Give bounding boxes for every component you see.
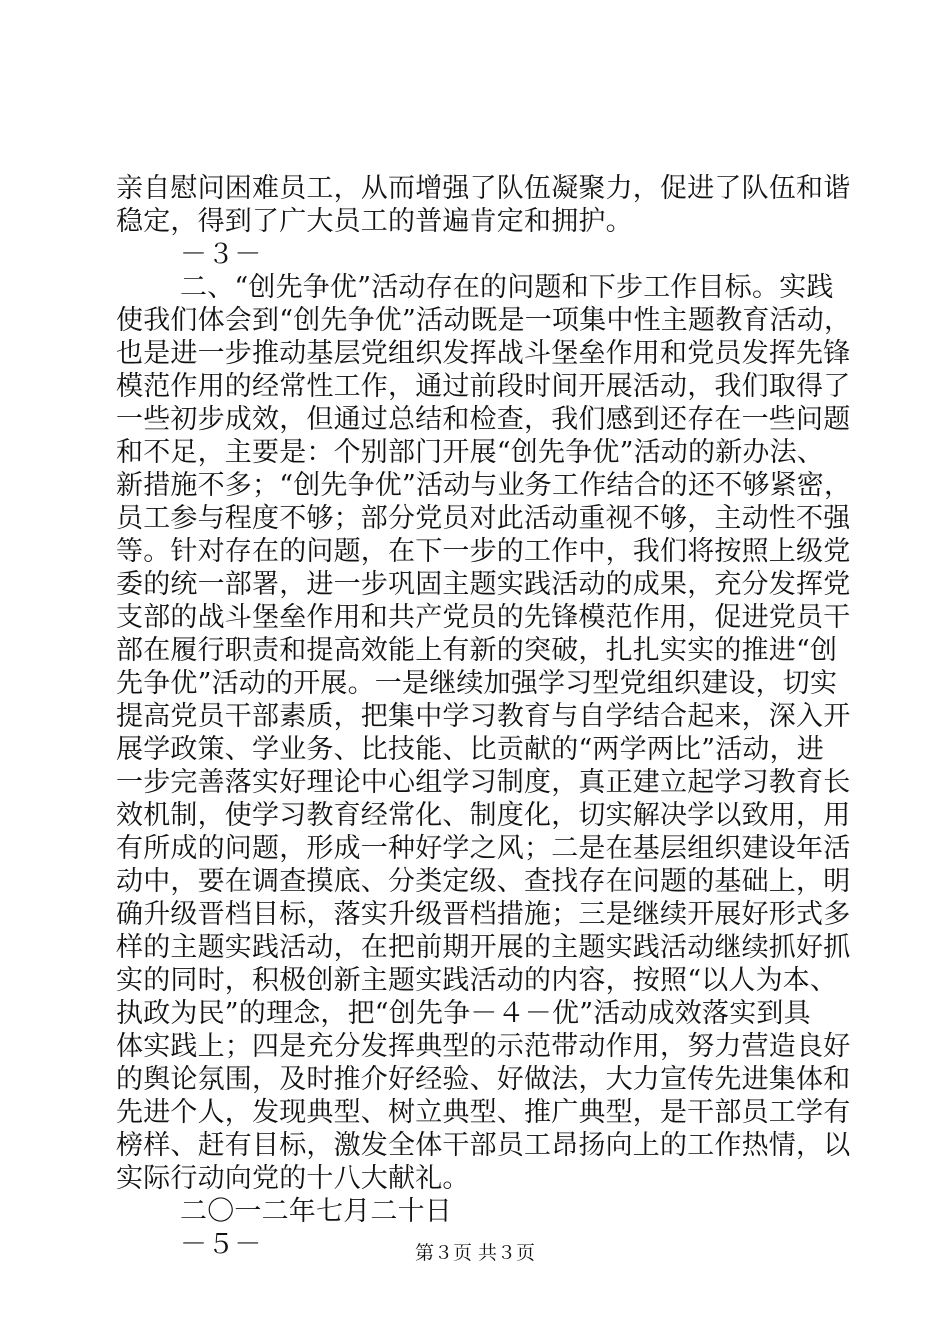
- text-line: 实的同时，积极创新主题实践活动的内容，按照“以人为本、: [116, 965, 838, 996]
- text-line: 和不足，主要是：个别部门开展“创先争优”活动的新办法、: [116, 437, 825, 468]
- text-line: 一步完善落实好理论中心组学习制度，真正建立起学习教育长: [116, 767, 851, 798]
- text-line: 新措施不多；“创先争优”活动与业务工作结合的还不够紧密，: [116, 470, 852, 501]
- text-line: 先进个人，发现典型、树立典型、推广典型，是干部员工学有: [116, 1097, 851, 1128]
- date-line: 二〇一二年七月二十日: [180, 1196, 452, 1227]
- text-line: 委的统一部署，进一步巩固主题实践活动的成果，充分发挥党: [116, 569, 851, 600]
- text-line: 动中，要在调查摸底、分类定级、查找存在问题的基础上，明: [116, 866, 851, 897]
- text-line: 实际行动向党的十八大献礼。: [116, 1163, 470, 1194]
- text-line: 模范作用的经常性工作，通过前段时间开展活动，我们取得了: [116, 371, 851, 402]
- page-footer: 第３页 共３页: [414, 1242, 536, 1264]
- text-line: 一些初步成效，但通过总结和检查，我们感到还存在一些问题: [116, 404, 851, 435]
- text-line: 员工参与程度不够；部分党员对此活动重视不够，主动性不强: [116, 503, 851, 534]
- text-line: 的舆论氛围，及时推介好经验、好做法，大力宣传先进集体和: [116, 1064, 851, 1095]
- text-line: 使我们体会到“创先争优”活动既是一项集中性主题教育活动，: [116, 305, 852, 336]
- text-line: 支部的战斗堡垒作用和共产党员的先锋模范作用，促进党员干: [116, 602, 851, 633]
- document-body: [116, 172, 852, 1261]
- text-line: 确升级晋档目标，落实升级晋档措施；三是继续开展好形式多: [116, 899, 851, 930]
- text-line: 等。针对存在的问题，在下一步的工作中，我们将按照上级党: [116, 536, 851, 567]
- text-line: 展学政策、学业务、比技能、比贡献的“两学两比”活动，进: [116, 734, 825, 765]
- text-line: 效机制，使学习教育经常化、制度化，切实解决学以致用，用: [116, 800, 851, 831]
- section-heading-line: 二、“创先争优”活动存在的问题和下步工作目标。实践: [180, 272, 834, 303]
- page-marker: －５－: [180, 1229, 262, 1260]
- page-marker: －３－: [180, 239, 262, 270]
- text-line: 先争优”活动的开展。一是继续加强学习型党组织建设，切实: [116, 668, 838, 699]
- text-line: 榜样、赶有目标，激发全体干部员工昂扬向上的工作热情，以: [116, 1130, 851, 1161]
- text-line: 体实践上；四是充分发挥典型的示范带动作用，努力营造良好: [116, 1031, 851, 1062]
- text-line: 稳定，得到了广大员工的普遍肯定和拥护。: [116, 206, 633, 237]
- text-line: 有所成的问题，形成一种好学之风；二是在基层组织建设年活: [116, 833, 851, 864]
- text-line: 样的主题实践活动，在把前期开展的主题实践活动继续抓好抓: [116, 932, 851, 963]
- text-line: 执政为民”的理念，把“创先争－４－优”活动成效落实到具: [116, 998, 811, 1029]
- text-line: 亲自慰问困难员工，从而增强了队伍凝聚力，促进了队伍和谐: [116, 173, 851, 204]
- text-line: 提高党员干部素质，把集中学习教育与自学结合起来，深入开: [116, 701, 851, 732]
- text-line: 部在履行职责和提高效能上有新的突破，扎扎实实的推进“创: [116, 635, 838, 666]
- text-line: 也是进一步推动基层党组织发挥战斗堡垒作用和党员发挥先锋: [116, 338, 851, 369]
